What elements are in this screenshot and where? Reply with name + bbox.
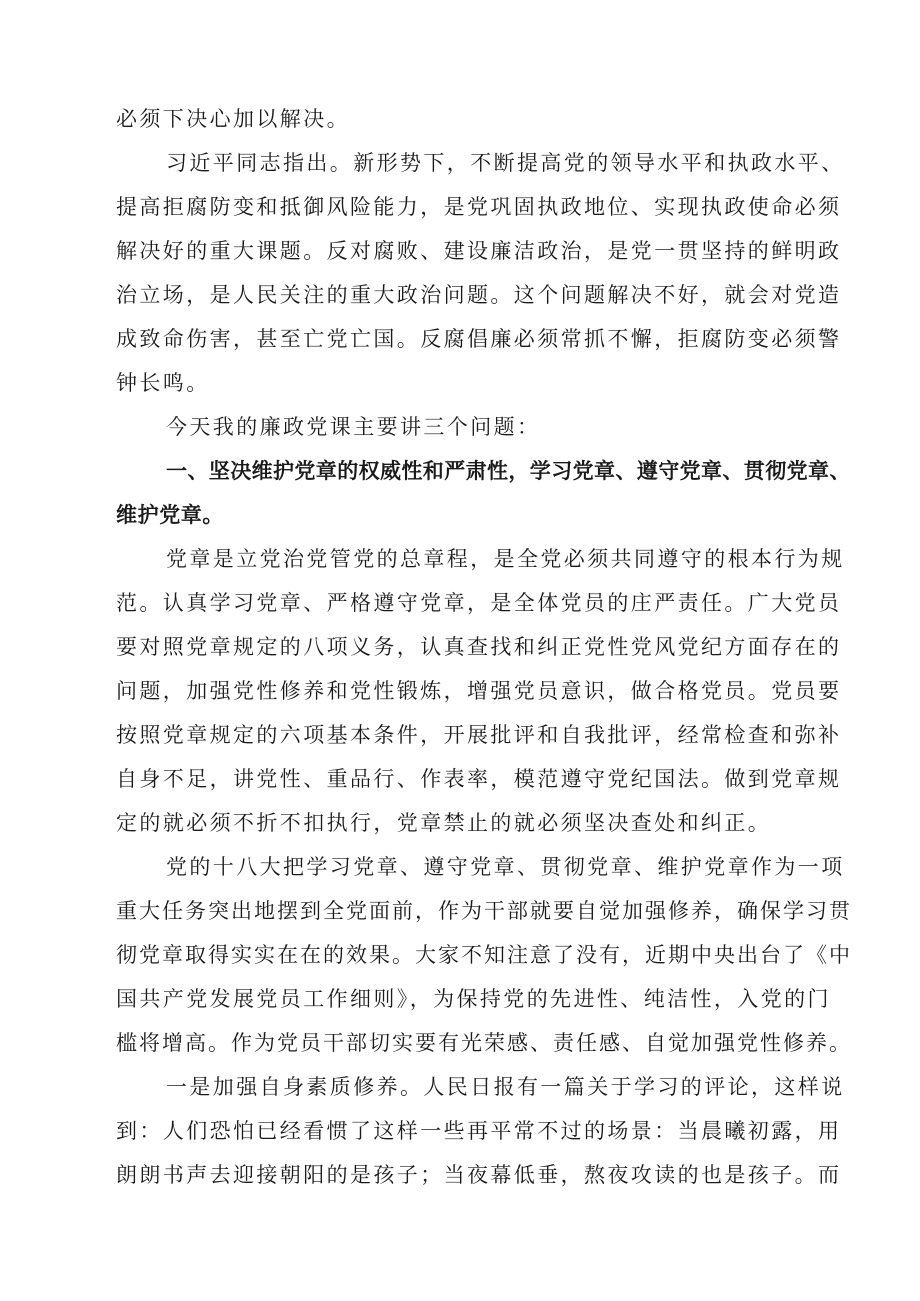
text-line: 钟长鸣。	[116, 371, 210, 395]
section-heading: 一、坚决维护党章的权威性和严肃性，学习党章、遵守党章、贯彻党章、	[166, 459, 851, 483]
text-line: 要对照党章规定的八项义务，认真查找和纠正党性党风党纪方面存在的	[116, 635, 842, 659]
paragraph-start: 党的十八大把学习党章、遵守党章、贯彻党章、维护党章作为一项	[166, 855, 845, 879]
text-line: 按照党章规定的六项基本条件，开展批评和自我批评，经常检查和弥补	[116, 723, 842, 747]
text-line: 到：人们恐怕已经看惯了这样一些再平常不过的场景：当晨曦初露，用	[116, 1119, 842, 1143]
text-line: 重大任务突出地摆到全党面前，作为干部就要自觉加强修养，确保学习贯	[116, 899, 852, 923]
text-line: 问题，加强党性修养和党性锻炼，增强党员意识，做合格党员。党员要	[116, 679, 842, 703]
text-line: 提高拒腐防变和抵御风险能力，是党巩固执政地位、实现执政使命必须	[116, 195, 842, 219]
text-line: 槛将增高。作为党员干部切实要有光荣感、责任感、自觉加强党性修养。	[116, 1031, 852, 1055]
text-line: 国共产党发展党员工作细则》，为保持党的先进性、纯洁性，入党的门	[116, 987, 831, 1011]
paragraph-start: 一是加强自身素质修养。人民日报有一篇关于学习的评论，这样说	[166, 1075, 845, 1099]
paragraph-start: 今天我的廉政党课主要讲三个问题：	[166, 415, 541, 439]
paragraph-start: 党章是立党治党管党的总章程，是全党必须共同遵守的根本行为规	[166, 547, 845, 571]
text-line: 自身不足，讲党性、重品行、作表率，模范遵守党纪国法。做到党章规	[116, 767, 842, 791]
text-line: 成致命伤害，甚至亡党亡国。反腐倡廉必须常抓不懈，拒腐防变必须警	[116, 327, 842, 351]
text-line: 治立场，是人民关注的重大政治问题。这个问题解决不好，就会对党造	[116, 283, 842, 307]
text-line: 解决好的重大课题。反对腐败、建设廉洁政治，是党一贯坚持的鲜明政	[116, 239, 842, 263]
text-line: 朗朗书声去迎接朝阳的是孩子；当夜幕低垂，熬夜攻读的也是孩子。而	[116, 1163, 842, 1187]
text-line: 彻党章取得实实在在的效果。大家不知注意了没有，近期中央出台了《中	[116, 943, 852, 967]
text-line: 必须下决心加以解决。	[116, 107, 350, 131]
section-heading-continued: 维护党章。	[116, 503, 224, 527]
text-line: 范。认真学习党章、严格遵守党章，是全体党员的庄严责任。广大党员	[116, 591, 842, 615]
text-line: 定的就必须不折不扣执行，党章禁止的就必须坚决查处和纠正。	[116, 811, 772, 835]
paragraph-start: 习近平同志指出。新形势下，不断提高党的领导水平和执政水平、	[166, 151, 845, 175]
